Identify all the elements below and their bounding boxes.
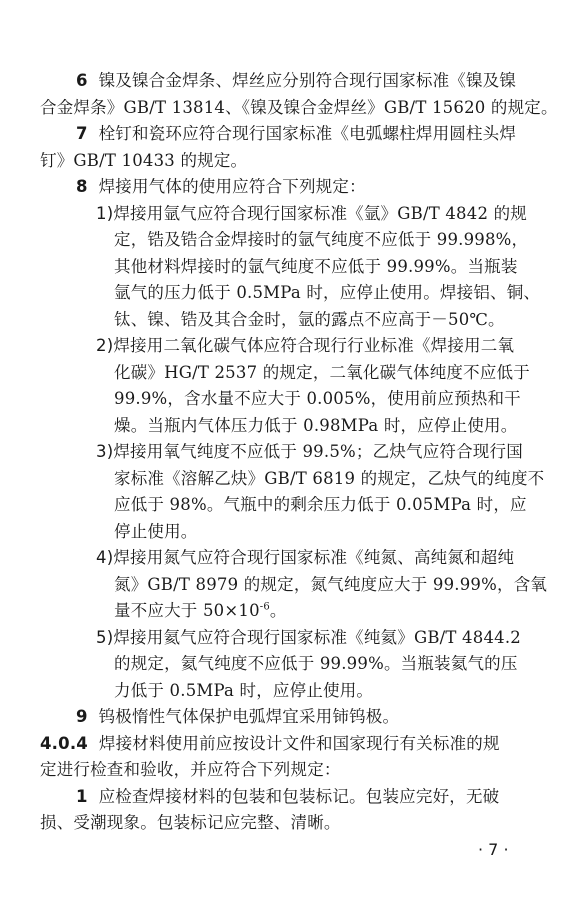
item-8-line-1 [76,176,366,198]
subitem-text: 量不应大于 50×10 [114,601,260,620]
subitem-4-line-3 [114,600,287,622]
subitem-text: 的规定，氦气纯度不应低于 99.99%。当瓶装氦气的压 [114,654,518,673]
subitem-number: 3) [96,442,114,461]
subitem-number: 4) [96,548,114,567]
item-9-line [76,706,399,728]
subitem-5-line-2 [114,653,518,675]
subitem-3-line-3 [114,494,527,516]
subitem-text: 。 [269,601,287,620]
subitem-5-line-3 [114,680,373,702]
item-6-line-1 [76,70,516,92]
item-text: 钨极惰性气体保护电弧焊宜采用铈钨极。 [98,707,400,726]
subitem-number: 5) [96,627,114,647]
subitem-3-line-2 [114,468,544,490]
subitem-text: 定，锆及锆合金焊接时的氩气纯度不应低于 99.998%， [114,230,529,249]
subitem-1-line-3 [114,256,518,278]
subitem-2-line-1 [96,335,514,357]
clause-item-1-line-2 [40,812,341,834]
item-number: 6 [76,71,88,90]
clause-text: 焊接材料使用前应按设计文件和国家现行有关标准的规 [98,733,500,753]
subitem-text: 焊接用氧气纯度不应低于 99.5%；乙炔气应符合现行国 [113,442,523,461]
subitem-1-line-2 [114,229,528,251]
subitem-text: 家标准《溶解乙炔》GB/T 6819 的规定，乙炔气的纯度不 [114,468,545,488]
clause-item-1-line-1 [76,786,499,808]
item-number: 8 [76,177,88,196]
subitem-2-line-4 [114,415,517,437]
subitem-number: 2) [96,336,114,355]
subitem-3-line-1 [96,441,523,463]
subitem-text: 应低于 98%。气瓶中的剩余压力低于 0.05MPa 时，应 [114,495,527,514]
item-number: 1 [76,786,88,806]
item-text: 栓钉和瓷环应符合现行国家标准《电弧螺柱焊用圆柱头焊 [98,124,517,143]
subitem-text: 力低于 0.5MPa 时，应停止使用。 [114,680,374,700]
subitem-text: 99.9%，含水量不应大于 0.005%，使用前应预热和干 [114,389,521,408]
subitem-text: 化碳》HG/T 2537 的规定，二氧化碳气体纯度不应低于 [114,362,530,382]
item-number: 9 [76,707,88,726]
item-number: 7 [76,124,88,143]
subitem-text: 燥。当瓶内气体压力低于 0.98MPa 时，应停止使用。 [114,415,518,435]
subitem-text: 焊接用氮气应符合现行国家标准《纯氮、高纯氮和超纯 [113,548,515,567]
item-7-line-1 [76,123,516,145]
page-number: · 7 · [478,840,509,859]
subitem-text: 停止使用。 [114,521,198,541]
subitem-number: 1) [96,203,114,223]
subitem-1-line-1 [96,203,527,225]
item-text: 焊接用气体的使用应符合下列规定： [98,177,366,196]
exponent: -6 [259,601,270,613]
subitem-text: 钛、镍、锆及其合金时，氩的露点不应高于－50℃。 [114,309,505,329]
subitem-text: 焊接用二氧化碳气体应符合现行行业标准《焊接用二氧 [113,336,515,355]
item-text: 钉》GB/T 10433 的规定。 [40,150,248,170]
item-text: 应检查焊接材料的包装和包装标记。包装应完好，无破 [98,786,500,806]
subitem-text: 其他材料焊接时的氩气纯度不应低于 99.99%。当瓶装 [114,256,518,276]
item-text: 镍及镍合金焊条、焊丝应分别符合现行国家标准《镍及镍 [98,71,517,90]
clause-text: 定进行检查和验收，并应符合下列规定： [40,760,341,779]
subitem-text: 氩气的压力低于 0.5MPa 时，应停止使用。焊接铝、铜、 [114,283,541,302]
subitem-1-line-4 [114,282,540,304]
subitem-5-line-1 [96,627,521,649]
clause-number: 4.0.4 [40,733,88,753]
item-text: 合金焊条》GB/T 13814、《镍及镍合金焊丝》GB/T 15620 的规定。 [40,97,558,117]
clause-4-0-4-line-2 [40,759,341,781]
item-text: 损、受潮现象。包装标记应完整、清晰。 [40,813,341,832]
subitem-text: 焊接用氦气应符合现行国家标准《纯氦》GB/T 4844.2 [113,627,521,647]
item-7-line-2 [40,150,247,172]
subitem-text: 氮》GB/T 8979 的规定，氮气纯度应大于 99.99%，含氧 [114,574,548,594]
clause-4-0-4-line-1 [40,733,500,755]
item-6-line-2 [40,97,558,119]
subitem-1-line-5 [114,309,505,331]
subitem-2-line-3 [114,388,521,410]
subitem-text: 焊接用氩气应符合现行国家标准《氩》GB/T 4842 的规 [113,203,527,223]
subitem-4-line-2 [114,574,547,596]
subitem-2-line-2 [114,362,530,384]
subitem-3-line-4 [114,521,198,543]
subitem-4-line-1 [96,547,514,569]
